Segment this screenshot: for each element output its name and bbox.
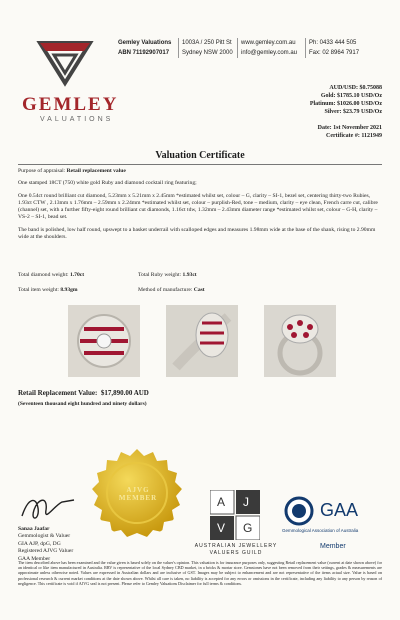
rrv-amount: $17,890.00 AUD <box>100 389 149 397</box>
description: Purpose of appraisal: Retail replacement value One stamped 18CT (750) white gold Ruby and diamond cocktail ring featuring; One 0.54ct round brilliant cut diamond, 5.23mm x 5.21mm x 2.45mm *estimated whilst set, colour – G, clarity – SI-1, bezel set, centering thirty-two Rubies, 1.93ct CTW , 2.13mm x 1.76mm – 2.59mm x 2.24mm *estimated whilst set, colour – purplish-Red, tone – medium, clarity – eye clean, French carre cut, calibre (channel) set, with a further fifty-eight round brilliant cut diamonds, 1.16ct tdw, 1.32mm – 2.43mm diameter range *estimated whilst set, colour – G-H, clarity – VS-2 – SI-1, bead set. The band is polished, low half round, upswept to a basket underrail with scalloped edges and measures 1.98mm wide at the base of the shank, rising to 2.90mm wide at the shoulders. <box>18 168 378 241</box>
signature-icon <box>18 492 78 526</box>
gaa-logo-text: GAA <box>320 500 359 520</box>
retail-replacement-value: Retail Replacement Value: $17,890.00 AUD <box>18 389 149 397</box>
company-info: Gemley Valuations ABN 71192907017 <box>118 40 172 56</box>
gem-logo-icon <box>36 37 94 87</box>
page-title: Valuation Certificate <box>155 150 245 161</box>
brand-subtitle: VALUATIONS <box>40 116 114 123</box>
valuer-name: Sanaa Jaafar <box>18 526 50 532</box>
valuer-details: Sanaa Jaafar Gemmologist & Valuer GIA AJP, dpG, DG Registered AJVG Valuer GAA Member <box>18 526 74 562</box>
web-info: www.gemley.com.au info@gemley.com.au <box>237 38 297 58</box>
ring-photo-side <box>166 305 238 377</box>
total-item: Total item weight: 8.93gm <box>18 287 78 293</box>
divider <box>18 164 382 165</box>
rrv-words: (Seventeen thousand eight hundred and ninety dollars) <box>18 401 147 407</box>
disclaimer: The item described above has been examined and the value given is based solely on the valuer's opinion. This valuation is for insurance purposes only, suggesting Retail replacement value (current at date shown above) for an identical or like item manufactured in Australia. RRV is representative of the local Sydney CBD market, in a bricks & mortar store. Gemstones have not been removed from their settings, grades & measurements are approximate unless otherwise noted. Values are expressed in Australian dollars and are inclusive of GST. Images may be subject to enhancement and are not representative of the items actual size. Value is based on professional research & current market conditions at the date shown above. Whilst all care is taken, no liability is accepted for any errors or omissions in the certificate, including any liability to any person by reason of negligence. This certificate is void if AJVG seal is not present. Please refer to Gemley Valuations Disclaimer for full terms & conditions. <box>18 560 382 586</box>
brand-name: GEMLEY <box>22 94 119 115</box>
ajvg-letters: A J V G <box>217 495 253 535</box>
seal-text: AJVG MEMBER <box>118 486 158 502</box>
gaa-member: Member <box>320 543 346 550</box>
gaa-globe-icon <box>282 496 316 526</box>
total-ruby: Total Ruby weight: 1.93ct <box>138 272 197 278</box>
gaa-subtitle: Gemmological Association of Australia <box>282 528 359 533</box>
date-block <box>318 124 382 140</box>
total-diamond: Total diamond weight: 1.70ct <box>18 272 85 278</box>
address-info: 1003A / 250 Pitt St Sydney NSW 2000 <box>178 38 233 58</box>
ajvg-caption: AUSTRALIAN JEWELLERY VALUERS GUILD <box>194 543 278 556</box>
ring-photos <box>68 305 336 377</box>
ring-photo-top <box>68 305 140 377</box>
cert-date: Date: 1st November 2021 <box>317 125 382 131</box>
manufacture-method: Method of manufacture: Cast <box>138 287 205 293</box>
phone-info: Ph: 0433 444 505 Fax: 02 8964 7917 <box>305 38 359 58</box>
cert-number: Certificate #: 1121949 <box>326 133 382 139</box>
metal-prices: AUD/USD: $0.75088 Gold: $1785.10 USD/Oz Platinum: $1026.00 USD/Oz Silver: $23.79 USD/Oz <box>309 85 382 115</box>
ring-photo-front <box>264 305 336 377</box>
